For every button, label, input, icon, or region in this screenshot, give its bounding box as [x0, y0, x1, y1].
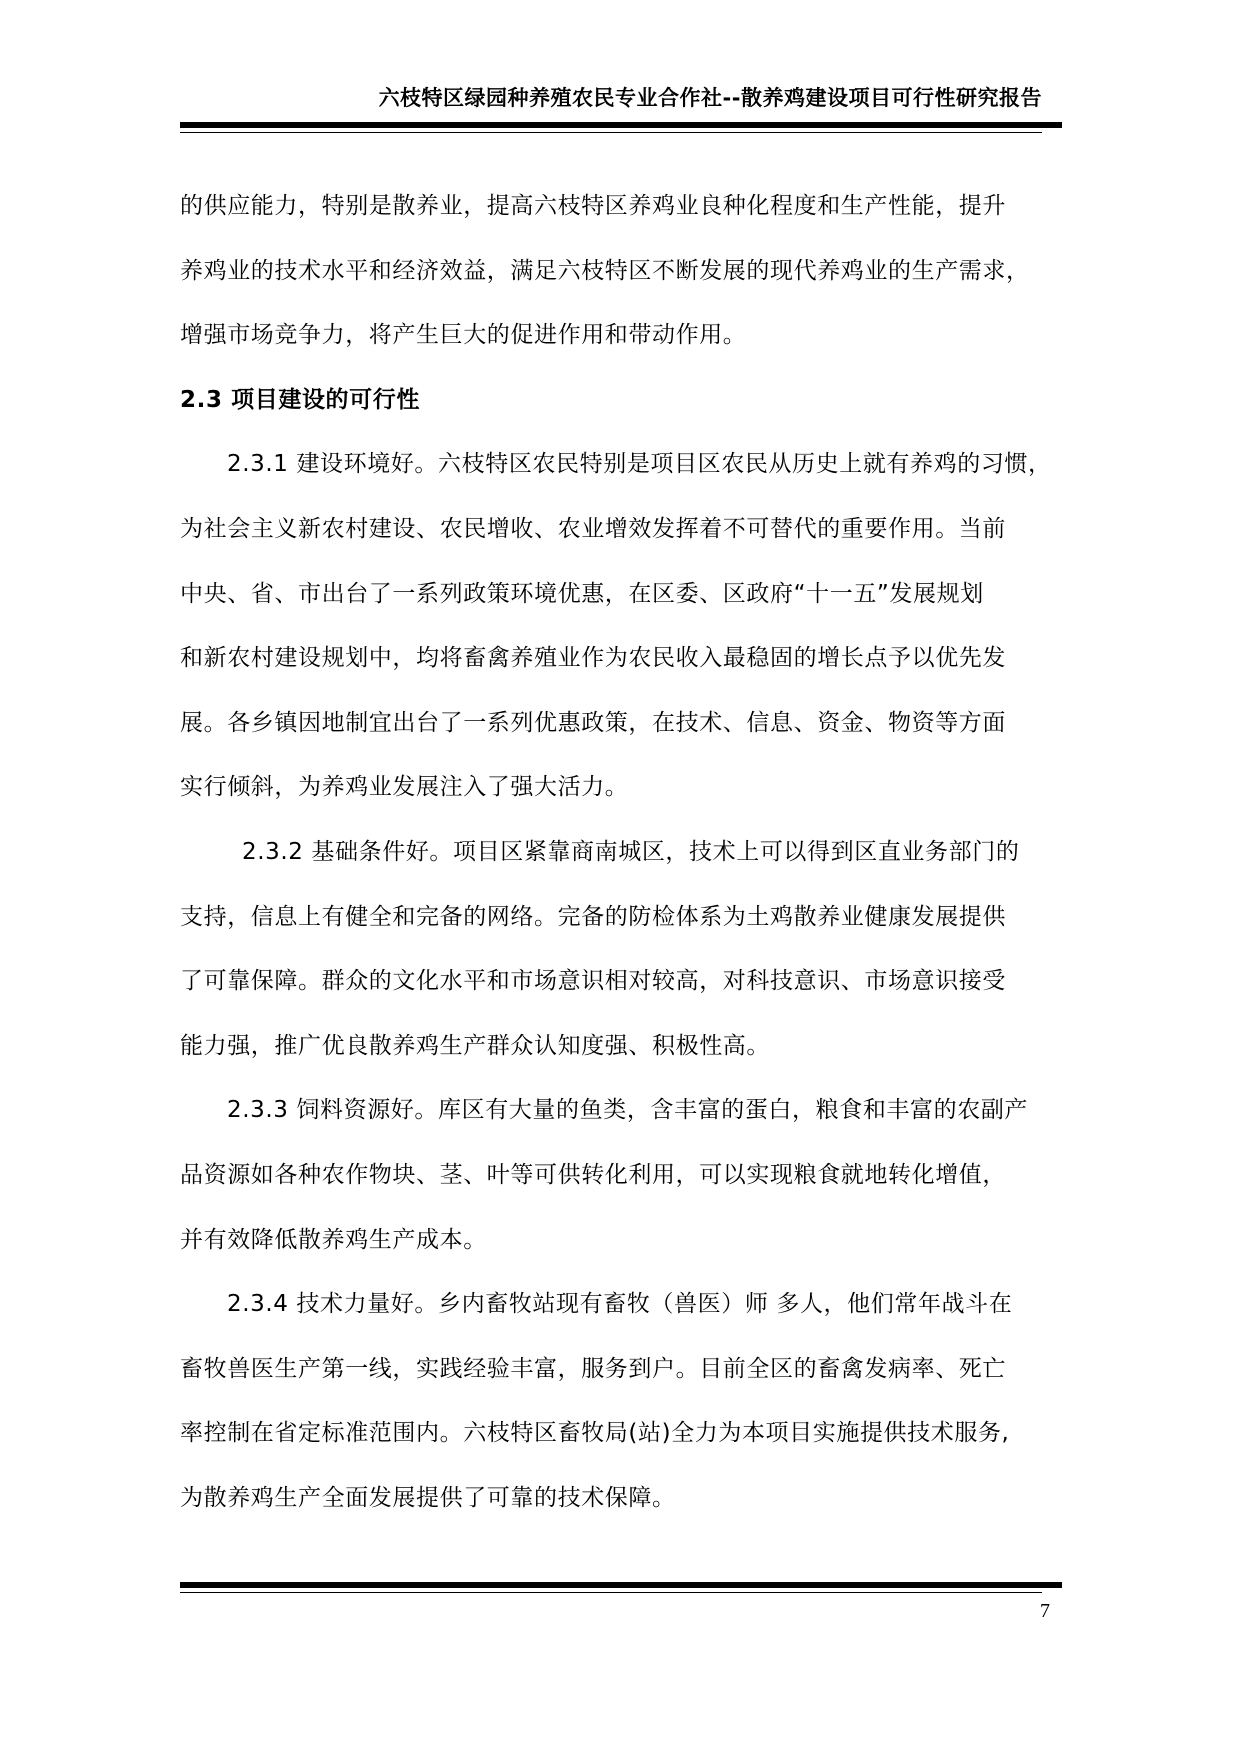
- paragraph-line: 品资源如各种农作物块、茎、叶等可供转化利用，可以实现粮食就地转化增值，: [180, 1161, 1006, 1188]
- paragraph-line: 实行倾斜，为养鸡业发展注入了强大活力。: [180, 774, 629, 801]
- footer-divider-thick: [180, 1582, 1062, 1588]
- paragraph-line: 率控制在省定标准范围内。六枝特区畜牧局(站)全力为本项目实施提供技术服务,: [180, 1420, 1010, 1447]
- paragraph-line: 支持，信息上有健全和完备的网络。完备的防检体系为土鸡散养业健康发展提供: [180, 903, 1006, 930]
- document-header-title: 六枝特区绿园种养殖农民专业合作社--散养鸡建设项目可行性研究报告: [378, 86, 1042, 110]
- paragraph-line: 2.3.2 基础条件好。项目区紧靠商南城区，技术上可以得到区直业务部门的: [242, 838, 1020, 865]
- section-heading: 2.3 项目建设的可行性: [180, 386, 420, 413]
- paragraph-line: 了可靠保障。群众的文化水平和市场意识相对较高，对科技意识、市场意识接受: [180, 968, 1006, 995]
- document-body: [180, 190, 1080, 1546]
- paragraph-line: 和新农村建设规划中，均将畜禽养殖业作为农民收入最稳固的增长点予以优先发: [180, 645, 1006, 672]
- header-divider-thin: [180, 132, 1042, 133]
- paragraph-line: 展。各乡镇因地制宜出台了一系列优惠政策，在技术、信息、资金、物资等方面: [180, 709, 1006, 736]
- paragraph-line: 的供应能力，特别是散养业，提高六枝特区养鸡业良种化程度和生产性能，提升: [180, 193, 1006, 219]
- paragraph-line: 为社会主义新农村建设、农民增收、农业增效发挥着不可替代的重要作用。当前: [180, 515, 1006, 542]
- paragraph-line: 畜牧兽医生产第一线，实践经验丰富，服务到户。目前全区的畜禽发病率、死亡: [180, 1355, 1006, 1382]
- paragraph-line: 养鸡业的技术水平和经济效益，满足六枝特区不断发展的现代养鸡业的生产需求，: [180, 257, 1030, 284]
- paragraph-line: 为散养鸡生产全面发展提供了可靠的技术保障。: [180, 1484, 676, 1511]
- paragraph-line: 增强市场竞争力，将产生巨大的促进作用和带动作用。: [180, 322, 747, 349]
- paragraph-line: 2.3.3 饲料资源好。库区有大量的鱼类，含丰富的蛋白，粮食和丰富的农副产: [227, 1097, 1029, 1124]
- paragraph-line: 2.3.1 建设环境好。六枝特区农民特别是项目区农民从历史上就有养鸡的习惯，: [227, 451, 1052, 478]
- paragraph-line: 中央、省、市出台了一系列政策环境优惠，在区委、区政府“十一五”发展规划: [180, 580, 984, 607]
- paragraph-line: 并有效降低散养鸡生产成本。: [180, 1226, 487, 1253]
- header-divider-thick: [180, 122, 1062, 128]
- footer-divider-thin: [180, 1592, 1042, 1593]
- page-number: 7: [1040, 1600, 1050, 1622]
- paragraph-line: 能力强，推广优良散养鸡生产群众认知度强、积极性高。: [180, 1032, 770, 1059]
- paragraph-line: 2.3.4 技术力量好。乡内畜牧站现有畜牧（兽医）师 多人，他们常年战斗在: [227, 1291, 1013, 1318]
